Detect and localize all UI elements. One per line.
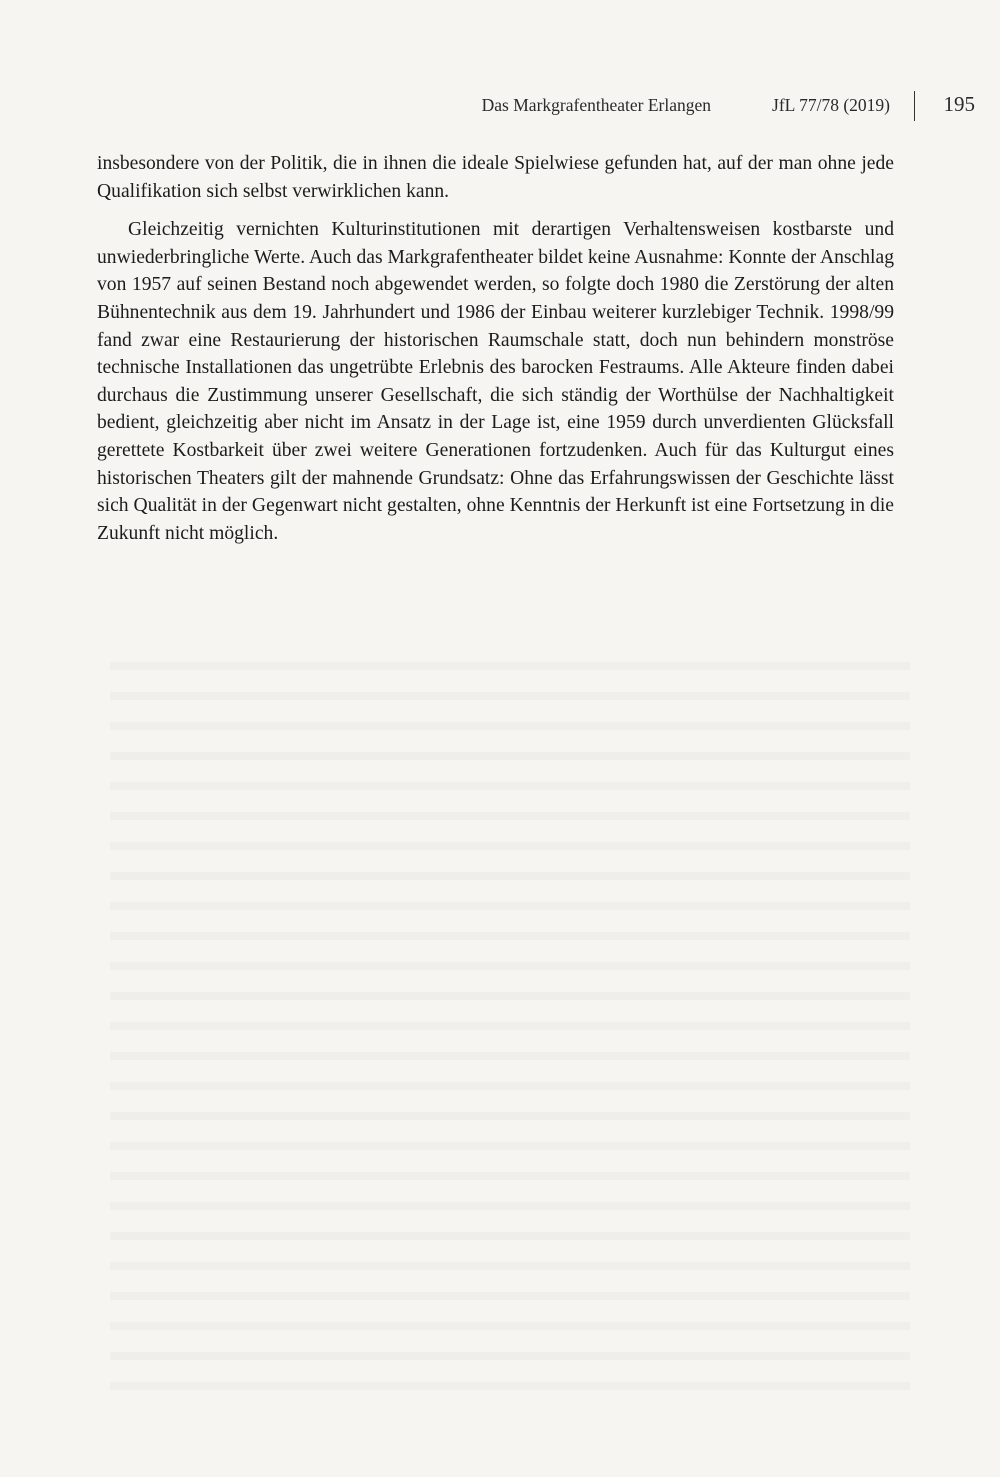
journal-citation: JfL 77/78 (2019): [772, 95, 890, 115]
running-title: Das Markgrafentheater Erlangen: [481, 95, 711, 115]
show-through-background: [110, 640, 910, 1400]
paragraph-main: Gleichzeitig vernichten Kulturinstitutionen mit derartigen Verhaltensweisen kostbarste und unwiederbringliche Werte. Auch das Markgrafentheater bildet keine Ausnahme: Konnte der Anschlag von 1957 auf seinen Bestand noch abgewendet werden, so folgte doch 1980 die Zerstörung der alten Bühnentechnik aus dem 19. Jahrhundert und 1986 der Einbau weiterer kurzlebiger Technik. 1998/99 fand zwar eine Restaurierung der historischen Raumschale statt, doch nun behindern monströse technische Installationen das ungetrübte Erlebnis des barocken Festraums. Alle Akteure finden dabei durchaus die Zustimmung unserer Gesellschaft, die sich ständig der Worthülse der Nachhaltigkeit bedient, gleichzeitig aber nicht im Ansatz in der Lage ist, eine 1959 durch unverdienten Glücksfall gerettete Kostbarkeit über zwei weitere Generationen fortzudenken. Auch für das Kulturgut eines historischen Theaters gilt der mahnende Grundsatz: Ohne das Erfahrungswissen der Geschichte lässt sich Qualität in der Gegenwart nicht gestalten, ohne Kenntnis der Herkunft ist eine Fortsetzung in die Zukunft nicht möglich.: [97, 219, 894, 544]
page-number: 195: [943, 92, 975, 116]
paragraph-continuation: insbesondere von der Politik, die in ihnen die ideale Spielwiese gefunden hat, auf der man ohne jede Qualifikation sich selbst verwirklichen kann.: [97, 153, 894, 202]
header-divider: [914, 91, 916, 121]
body-text: [97, 150, 894, 547]
running-header: [0, 92, 975, 125]
